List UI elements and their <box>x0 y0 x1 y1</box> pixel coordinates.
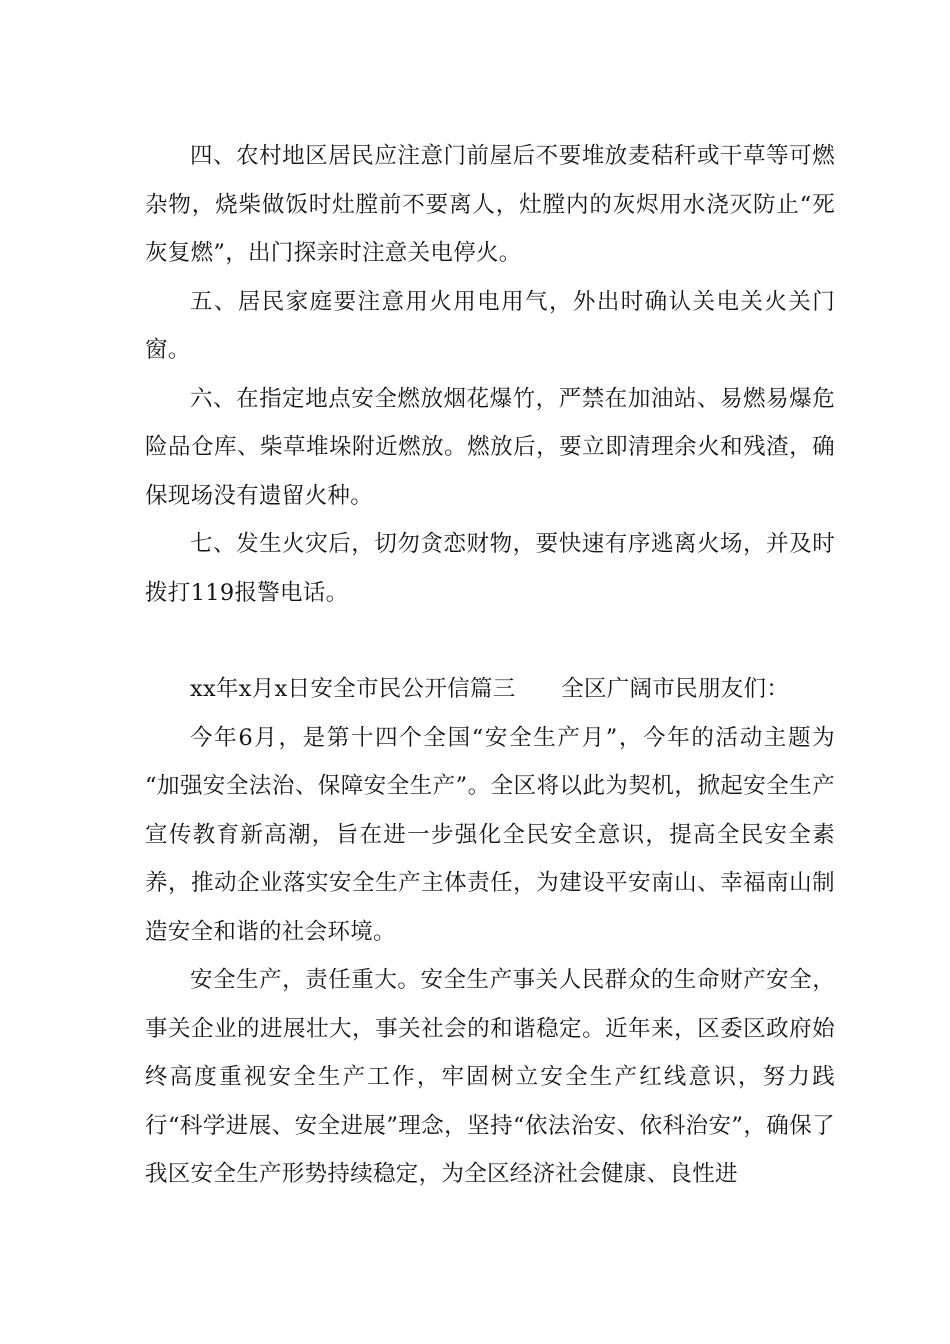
section-heading: xx年x月x日安全市民公开信篇三 全区广阔市民朋友们： <box>190 676 790 702</box>
paragraph-item-7: 七、发生火灾后，切勿贪恋财物，要快速有序逃离火场，并及时拨打119报警电话。 <box>145 531 835 606</box>
paragraph-safety-responsibility: 安全生产，责任重大。安全生产事关人民群众的生命财产安全，事关企业的进展壮大，事关社会的和谐稳定。近年来，区委区政府始终高度重视安全生产工作，牢固树立安全生产红线意识，努力践行“科学进展、安全进展”理念，坚持“依法治安、依科治安”，确保了我区安全生产形势持续稳定，为全区经济社会健康、良性进 <box>145 967 835 1187</box>
document-body <box>145 132 835 1199</box>
paragraph-item-6: 六、在指定地点安全燃放烟花爆竹，严禁在加油站、易燃易爆危险品仓库、柴草堆垛附近燃放。燃放后，要立即清理余火和残渣，确保现场没有遗留火种。 <box>145 385 835 509</box>
paragraph-safety-month: 今年6月，是第十四个全国“安全生产月”，今年的活动主题为 “加强安全法治、保障安全生产”。全区将以此为契机，掀起安全生产宣传教育新高潮，旨在进一步强化全民安全意识，提高全民安全素养，推动企业落实安全生产主体责任，为建设平安南山、幸福南山制造安全和谐的社会环境。 <box>145 724 835 945</box>
paragraph-item-5: 五、居民家庭要注意用火用电用气，外出时确认关电关火关门窗。 <box>145 288 835 363</box>
paragraph-item-4: 四、农村地区居民应注意门前屋后不要堆放麦秸秆或干草等可燃杂物，烧柴做饭时灶膛前不要离人，灶膛内的灰烬用水浇灭防止“死灰复燃”，出门探亲时注意关电停火。 <box>145 143 835 266</box>
paragraph-spacer <box>145 617 835 665</box>
